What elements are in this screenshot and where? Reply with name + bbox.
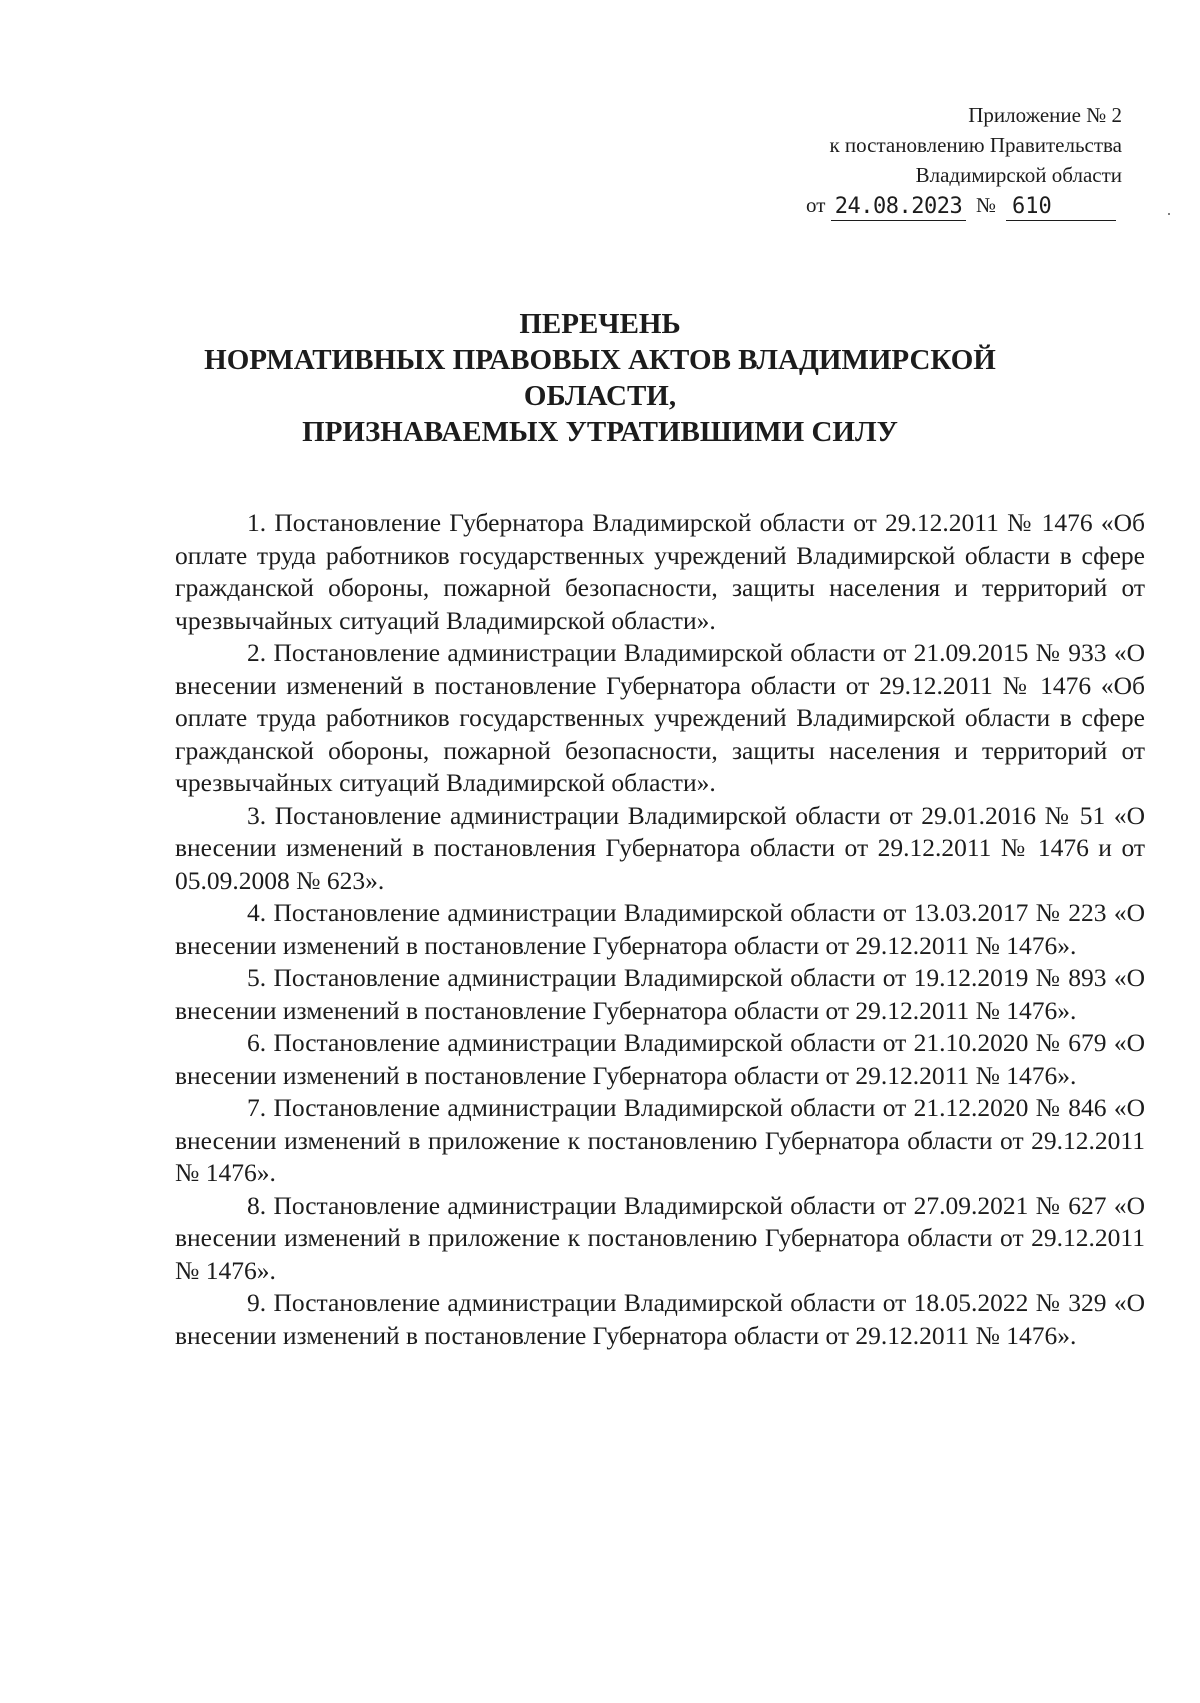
appendix-reference: к постановлению Правительства [829,133,1122,157]
title-line-3: ОБЛАСТИ, [523,380,677,412]
resolution-date-line [806,193,1136,225]
date-prefix: от [806,193,826,217]
scan-speck [1168,213,1170,215]
document-title [150,306,1050,450]
appendix-header [662,100,1122,190]
list-item: 4. Постановление администрации Владимирской области от 13.03.2017 № 223 «О внесении изменений в постановление Губернатора области от 29.12.2011 № 1476». [175,898,1145,960]
list-item: 3. Постановление администрации Владимирской области от 29.01.2016 № 51 «О внесении изменений в постановления Губернатора области от 29.12.2011 № 1476 и от 05.09.2008 № 623». [175,800,1145,895]
appendix-number: Приложение № 2 [968,103,1122,127]
title-line-2: НОРМАТИВНЫХ ПРАВОВЫХ АКТОВ ВЛАДИМИРСКОЙ [204,344,996,376]
number-sign: № [976,193,997,217]
acts-list [175,507,1145,1352]
list-item: 1. Постановление Губернатора Владимирской области от 29.12.2011 № 1476 «Об оплате труда работников государственных учреждений Владимирской области в сфере гражданской обороны, пожарной безопасности, защиты населения и территорий от чрезвычайных ситуаций Владимирской области». [175,508,1145,635]
appendix-region: Владимирской области [915,163,1122,187]
list-item: 6. Постановление администрации Владимирской области от 21.10.2020 № 679 «О внесении изменений в постановление Губернатора области от 29.12.2011 № 1476». [175,1028,1145,1090]
list-item: 9. Постановление администрации Владимирской области от 18.05.2022 № 329 «О внесении изменений в постановление Губернатора области от 29.12.2011 № 1476». [175,1288,1145,1350]
resolution-date: 24.08.2023 [831,194,966,221]
resolution-number: 610 [1006,194,1116,221]
title-line-1: ПЕРЕЧЕНЬ [519,308,681,340]
list-item: 2. Постановление администрации Владимирской области от 21.09.2015 № 933 «О внесении изменений в постановление Губернатора области от 29.12.2011 № 1476 «Об оплате труда работников государственных учреждений Владимирской области в сфере гражданской обороны, пожарной безопасности, защиты населения и территорий от чрезвычайных ситуаций Владимирской области». [175,638,1145,797]
title-line-4: ПРИЗНАВАЕМЫХ УТРАТИВШИМИ СИЛУ [302,416,898,448]
list-item: 8. Постановление администрации Владимирской области от 27.09.2021 № 627 «О внесении изменений в приложение к постановлению Губернатора области от 29.12.2011 № 1476». [175,1190,1145,1285]
list-item: 7. Постановление администрации Владимирской области от 21.12.2020 № 846 «О внесении изменений в приложение к постановлению Губернатора области от 29.12.2011 № 1476». [175,1093,1145,1187]
list-item: 5. Постановление администрации Владимирской области от 19.12.2019 № 893 «О внесении изменений в постановление Губернатора области от 29.12.2011 № 1476». [175,963,1145,1025]
